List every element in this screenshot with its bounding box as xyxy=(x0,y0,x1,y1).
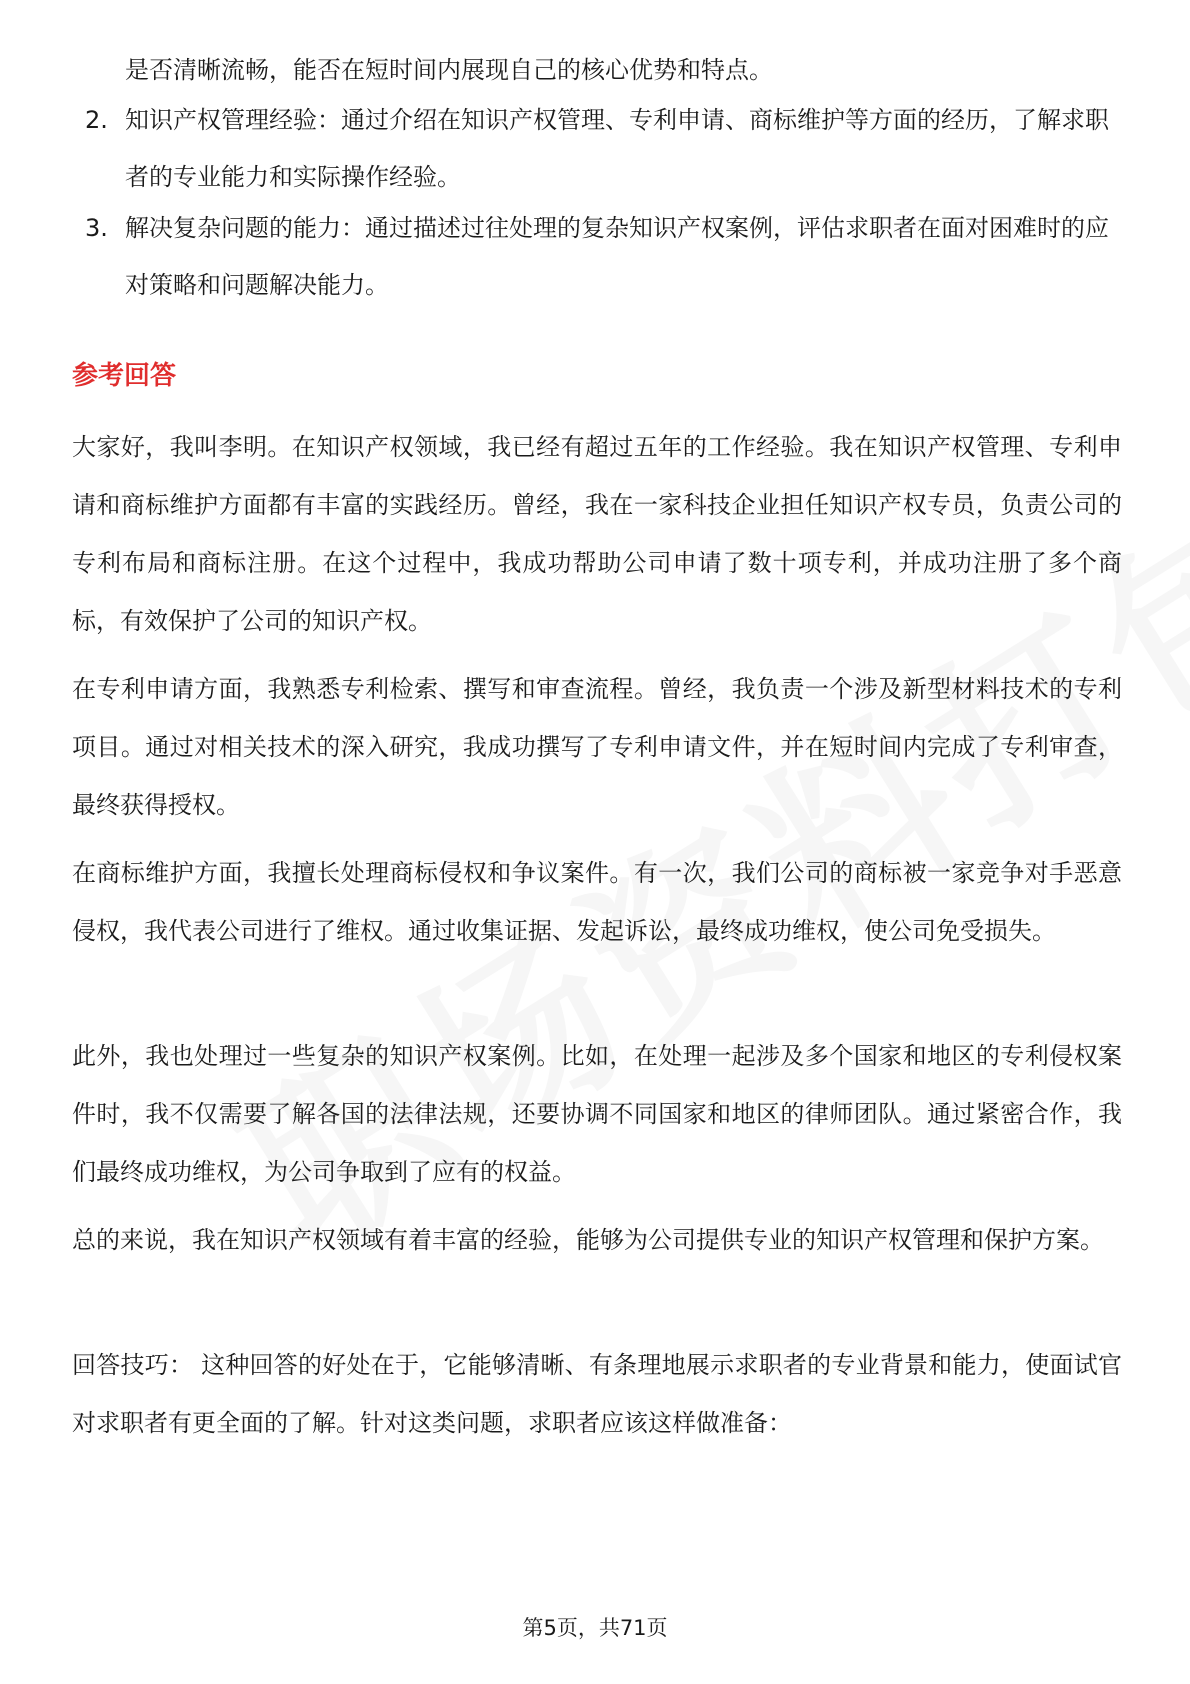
paragraph: 回答技巧： 这种回答的好处在于，它能够清晰、有条理地展示求职者的专业背景和能力，使面试官对求职者有更全面的了解。针对这类问题，求职者应该这样做准备： xyxy=(72,1351,1122,1437)
page-footer: 第5页，共71页 xyxy=(522,1616,668,1640)
list-item xyxy=(85,92,1125,206)
section-heading: 参考回答 xyxy=(72,361,177,391)
paragraph: 此外，我也处理过一些复杂的知识产权案例。比如，在处理一起涉及多个国家和地区的专利侵权案件时，我不仅需要了解各国的法律法规，还要协调不同国家和地区的律师团队。通过紧密合作，我们最终成功维权，为公司争取到了应有的权益。 xyxy=(72,1042,1122,1186)
paragraph: 在专利申请方面，我熟悉专利检索、撰写和审查流程。曾经，我负责一个涉及新型材料技术的专利项目。通过对相关技术的深入研究，我成功撰写了专利申请文件，并在短时间内完成了专利审查，最终获得授权。 xyxy=(72,675,1122,819)
paragraph: 大家好，我叫李明。在知识产权领域，我已经有超过五年的工作经验。我在知识产权管理、专利申请和商标维护方面都有丰富的实践经历。曾经，我在一家科技企业担任知识产权专员，负责公司的专利布局和商标注册。在这个过程中，我成功帮助公司申请了数十项专利，并成功注册了多个商标，有效保护了公司的知识产权。 xyxy=(72,433,1122,635)
paragraph: 在商标维护方面，我擅长处理商标侵权和争议案件。有一次，我们公司的商标被一家竞争对手恶意侵权，我代表公司进行了维权。通过收集证据、发起诉讼，最终成功维权，使公司免受损失。 xyxy=(72,859,1122,945)
list-text: 解决复杂问题的能力：通过描述过往处理的复杂知识产权案例，评估求职者在面对困难时的应对策略和问题解决能力。 xyxy=(125,214,1109,299)
list-number: 3. xyxy=(85,214,108,242)
paragraph: 总的来说，我在知识产权领域有着丰富的经验，能够为公司提供专业的知识产权管理和保护方案。 xyxy=(72,1226,1104,1254)
list-number: 2. xyxy=(85,106,108,134)
list-item-continuation: 是否清晰流畅，能否在短时间内展现自己的核心优势和特点。 xyxy=(125,56,773,84)
list-text: 知识产权管理经验：通过介绍在知识产权管理、专利申请、商标维护等方面的经历，了解求职者的专业能力和实际操作经验。 xyxy=(125,106,1109,191)
list-item xyxy=(85,200,1125,314)
